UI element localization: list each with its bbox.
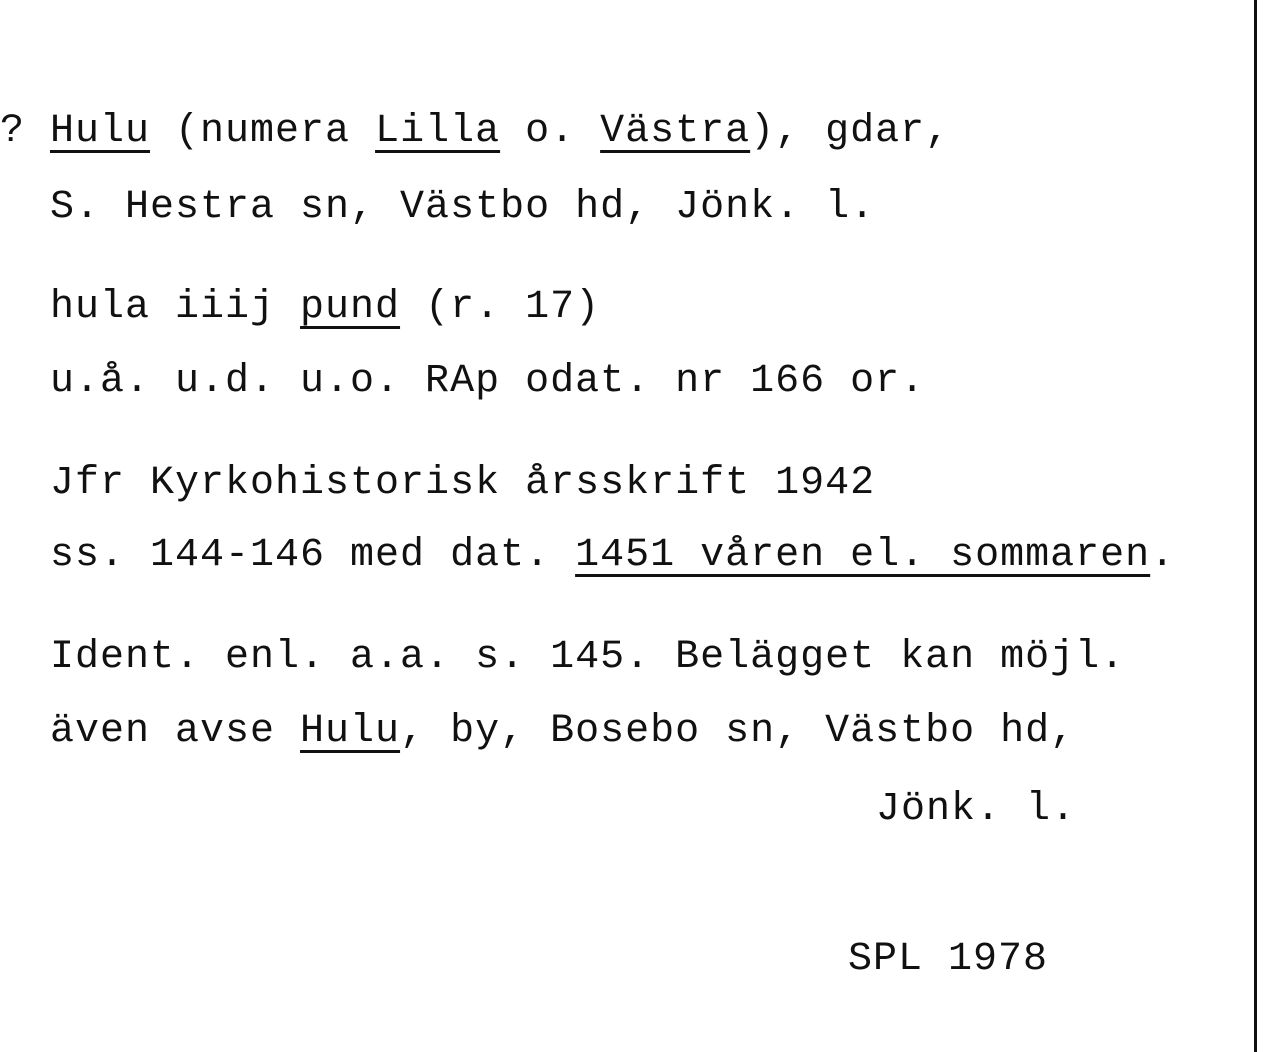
- attestation-pre: hula iiij: [50, 285, 301, 330]
- reference-line: Jfr Kyrkohistorisk årsskrift 1942: [50, 461, 876, 506]
- alternative-place-name: Hulu: [300, 709, 401, 754]
- dating-pre: ss. 144-146 med dat.: [50, 533, 576, 578]
- heading-text-open: (numera: [150, 109, 376, 154]
- county-line: Jönk. l.: [876, 787, 1077, 832]
- location-line: S. Hestra sn, Västbo hd, Jönk. l.: [50, 185, 876, 230]
- attestation-line: [50, 284, 600, 332]
- alternative-pre: även avse: [50, 709, 301, 754]
- alt-name-vastra: Västra: [600, 109, 751, 154]
- alternative-post: , by, Bosebo sn, Västbo hd,: [400, 709, 1076, 754]
- dating-post: .: [1150, 533, 1176, 578]
- attestation-word: pund: [300, 285, 401, 330]
- alt-name-lilla: Lilla: [375, 109, 501, 154]
- source-line: u.å. u.d. u.o. RAp odat. nr 166 or.: [50, 359, 926, 404]
- signature: SPL 1978: [848, 937, 1049, 982]
- dating-line: [50, 532, 1175, 580]
- uncertainty-mark: ?: [0, 109, 26, 154]
- dating-value: 1451 våren el. sommaren: [575, 533, 1151, 578]
- place-name: Hulu: [50, 109, 151, 154]
- card-edge: [1254, 0, 1257, 1052]
- heading-text-close: ), gdar,: [750, 109, 951, 154]
- identification-line: Ident. enl. a.a. s. 145. Belägget kan möjl.: [50, 635, 1126, 680]
- attestation-post: (r. 17): [400, 285, 601, 330]
- alternative-line: [50, 708, 1075, 756]
- heading-line: [50, 108, 950, 156]
- heading-conjunction: o.: [500, 109, 601, 154]
